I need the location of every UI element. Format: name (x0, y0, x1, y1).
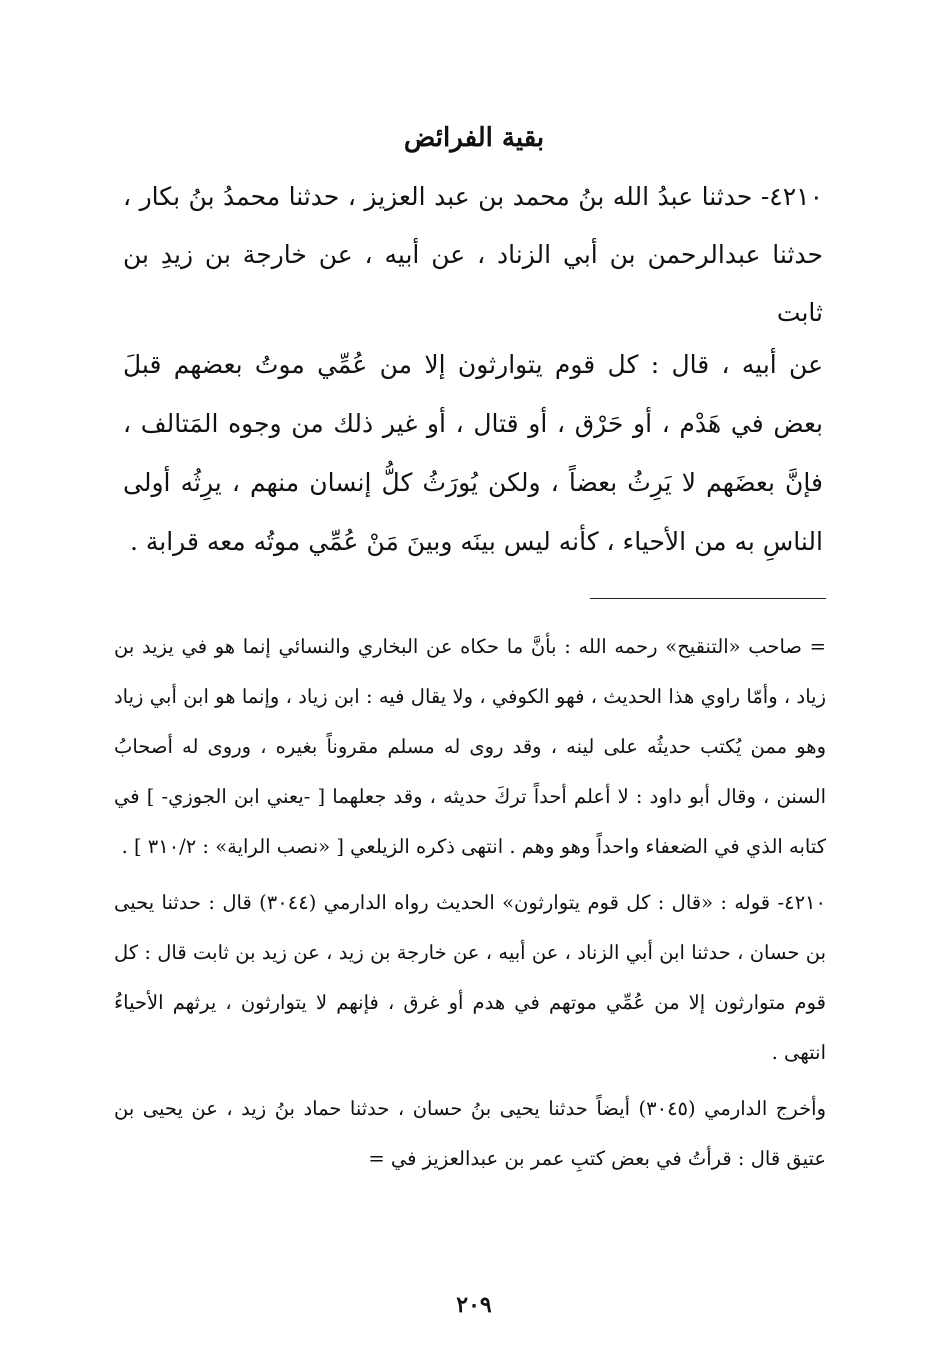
hadith-isnad (123, 168, 823, 342)
footnote-darimi: وأخرج الدارمي (٣٠٤٥) أيضاً حدثنا يحيى بنُ حسان ، حدثنا حماد بنُ زيد ، عن يحيى بن عتيق قال : قرأتُ في بعض كتبِ عمر بن عبدالعزيز في = (114, 1097, 826, 1170)
footnote-separator (590, 598, 826, 599)
page-number: ٢٠٩ (456, 1292, 492, 1318)
footnote-4210: ٤٢١٠- قوله : «قال : كل قوم يتوارثون» الحديث رواه الدارمي (٣٠٤٤) قال : حدثنا يحيى بن حسان ، حدثنا ابن أبي الزناد ، عن أبيه ، عن خارجة بن زيد ، عن زيد بن ثابت قال : كل قوم متوارثون إلا من عُمِّي موتهم في هدم أو غرق ، فإنهم لا يتوارثون ، يرثهم الأحياءُ انتهى . (114, 891, 826, 1064)
hadith-matn (123, 335, 823, 571)
footnotes (114, 622, 826, 1184)
hadith-matn-text: عن أبيه ، قال : كل قوم يتوارثون إلا من عُمِّي موتُ بعضهم قبلَ بعض في هَدْم ، أو حَرْق ، أو قتال ، أو غير ذلك من وجوه المَتالف ، فإنَّ بعضَهم لا يَرِثُ بعضاً ، ولكن يُورَثُ كلُّ إنسان منهم ، يرِثُه أولى الناسِ به من الأحياء ، كأنه ليس بينَه وبينَ مَنْ عُمِّي موتُه معه قرابة . (123, 350, 823, 556)
hadith-isnad-text: ٤٢١٠- حدثنا عبدُ الله بنُ محمد بن عبد العزيز ، حدثنا محمدُ بنُ بكار ، حدثنا عبدالرحمن بن أبي الزناد ، عن أبيه ، عن خارجة بن زيدِ بن ثابت (123, 182, 823, 327)
page-title: بقية الفرائض (403, 123, 545, 153)
footnote-continued: = صاحب «التنقيح» رحمه الله : بأنَّ ما حكاه عن البخاري والنسائي إنما هو في يزيد بن زياد ، وأمّا راوي هذا الحديث ، فهو الكوفي ، ولا يقال فيه : ابن زياد ، وإنما هو ابن أبي زياد وهو ممن يُكتب حديثُه على لينه ، وقد روى له مسلم مقروناً بغيره ، وروى له أصحابُ السنن ، وقال أبو داود : لا أعلم أحداً تركَ حديثه ، وقد جعلهما [ -يعني ابن الجوزي- ] في كتابه الذي في الضعفاء واحداً وهو وهم . انتهى ذكره الزيلعي [ «نصب الراية» : ٣١٠/٢ ] . (114, 635, 826, 858)
